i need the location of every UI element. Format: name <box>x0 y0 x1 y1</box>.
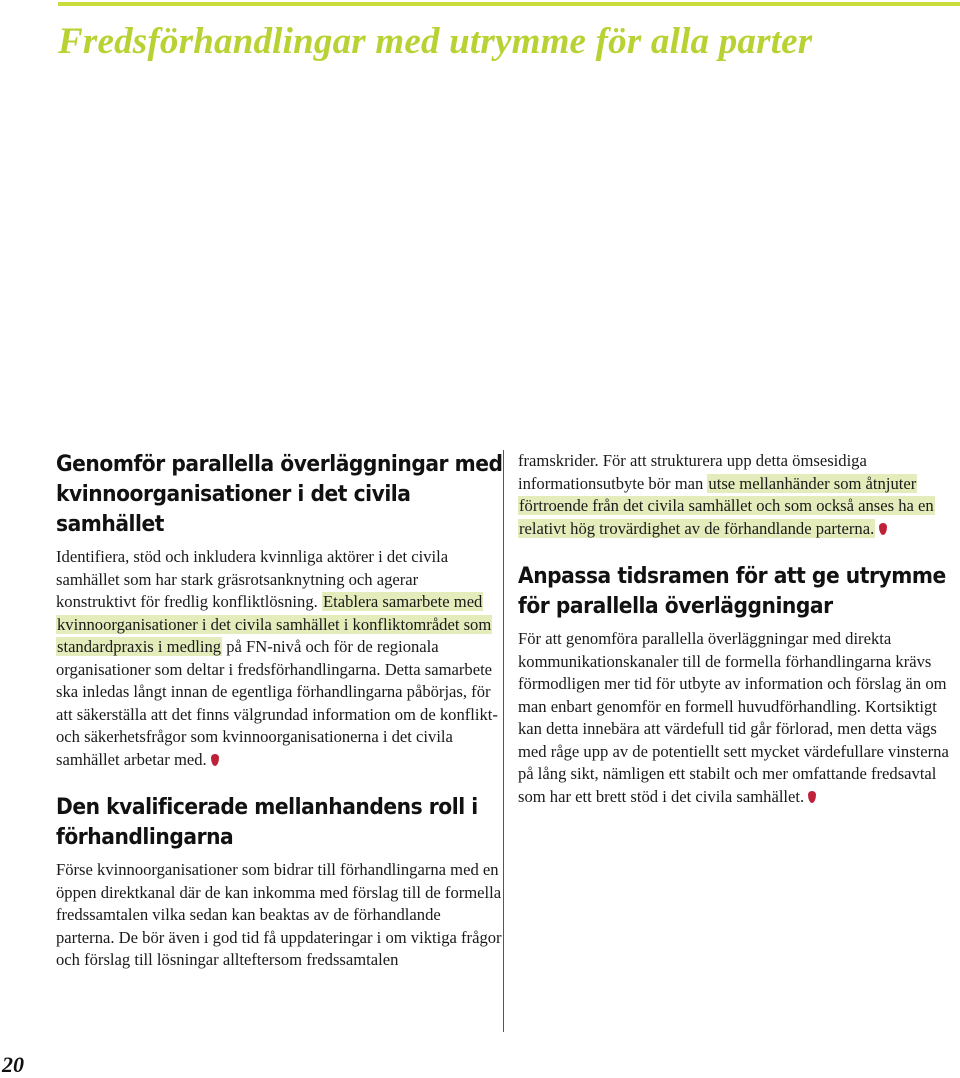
section-heading-parallel-consultations: Genomför parallella överläggningar med kvinnoorganisationer i det civila samhället <box>56 452 503 537</box>
end-mark-icon <box>211 754 219 766</box>
section-body-continuation <box>518 450 960 540</box>
body-text: framskrider. För att strukturera upp detta ömsesidiga informationsutbyte bör man <box>518 451 867 493</box>
section-body-parallel-consultations <box>56 546 502 771</box>
column-divider <box>503 450 504 1032</box>
body-text: Identifiera, stöd och inkludera kvinnliga aktörer i det civila samhället som har stark gräsrotsanknytning och agerar konstruktivt för fredlig konfliktlösning. <box>56 547 449 611</box>
page-title: Fredsförhandlingar med utrymme för alla parter <box>58 21 813 62</box>
left-column <box>56 450 502 972</box>
highlighted-text: utse mellanhänder som åtnjuter förtroende från det civila samhället och som också anses ha en relativt hög trovärdighet av de förhandlande parterna. <box>519 473 934 538</box>
section-body-adapt-timeframe <box>518 628 960 808</box>
end-mark-icon <box>808 791 816 803</box>
highlighted-text: Etablera samarbete med kvinnoorganisationer i det civila samhället i konfliktområdet som standardpraxis i medling <box>57 592 492 656</box>
section-heading-qualified-mediator: Den kvalificerade mellanhandens roll i förhandlingarna <box>56 795 478 850</box>
body-text: För att genomföra parallella överläggningar med direkta kommunikationskanaler till de formella förhandlingarna krävs förmodligen mer tid för utbyte av information och förslag än om man enbart genomför en formell huvudförhandling. Kortsiktigt kan detta innebära att värdefull tid går förlorad, men detta vägs med råge upp av de potentiellt sett mycket värdefullare vinsterna på lång sikt, nämligen ett stabilt och mer omfattande fredsavtal som har ett brett stöd i det civila samhället. <box>518 629 949 806</box>
end-mark-icon <box>879 523 887 535</box>
section-heading-adapt-timeframe: Anpassa tidsramen för att ge utrymme för parallella överläggningar <box>518 564 946 619</box>
body-text: på FN-nivå och för de regionala organisationer som deltar i fredsförhandlingarna. Detta samarbete ska inledas långt innan de egentliga förhandlingarna påbörjas, för att säkerställa att det finns välgrundad information om de konflikt- och säkerhetsfrågor som kvinnoorganisationerna i det civila samhället arbetar med. <box>56 637 498 769</box>
section-body-qualified-mediator: Förse kvinnoorganisationer som bidrar till förhandlingarna med en öppen direktkanal där de kan inkomma med förslag till de formella fredssamtalen vilka sedan kan beaktas av de förhandlande parterna. De bör även i god tid få uppdateringar i om viktiga frågor och förslag till lösningar allteftersom fredssamtalen <box>56 860 502 969</box>
right-column <box>518 450 960 808</box>
page-number: 20 <box>2 1052 24 1077</box>
top-rule <box>58 2 960 6</box>
